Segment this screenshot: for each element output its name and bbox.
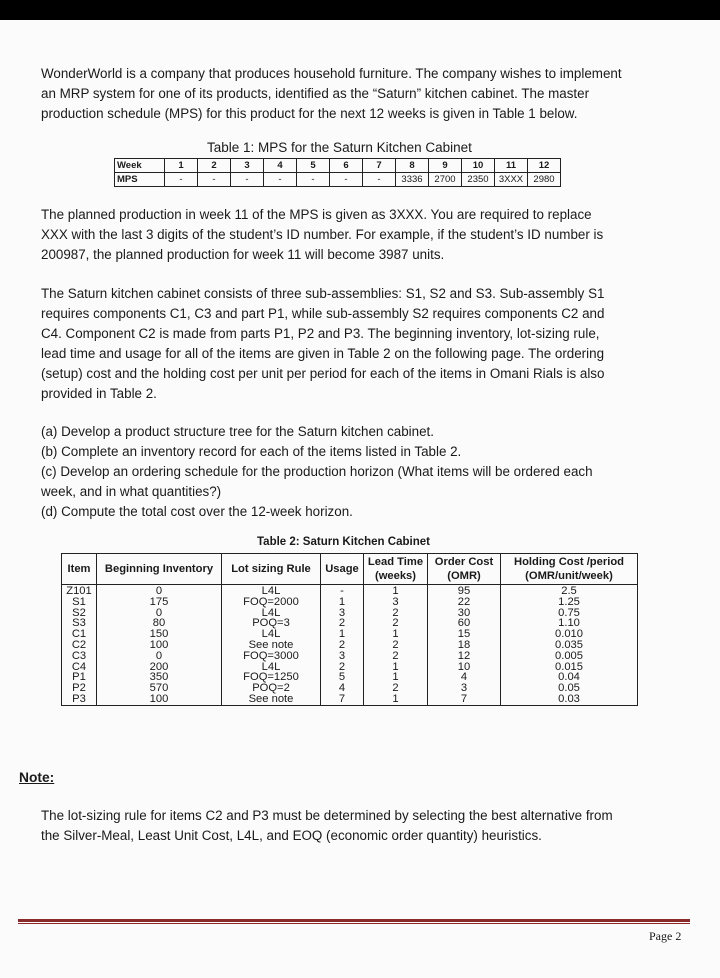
order-cost-cell: 7: [428, 694, 501, 705]
intro-line: WonderWorld is a company that produces household furniture. The company wishes to implement: [41, 66, 622, 81]
intro-line: an MRP system for one of its products, identified as the “Saturn” kitchen cabinet. The master: [41, 86, 590, 101]
paragraph-structure: [41, 284, 689, 404]
holding-cost-cell: 1.10: [501, 618, 638, 629]
usage-cell: 1: [321, 597, 364, 608]
header-holding-line2: (OMR/unit/week): [525, 570, 613, 582]
lot-rule-cell: POQ=2: [222, 683, 321, 694]
table-header-row: [62, 554, 638, 585]
question-d: (d) Compute the total cost over the 12-week horizon.: [41, 504, 353, 519]
table-row: [62, 672, 638, 683]
inventory-cell: 80: [97, 618, 222, 629]
inventory-cell: 100: [97, 640, 222, 651]
question-b: (b) Complete an inventory record for each of the items listed in Table 2.: [41, 444, 462, 459]
items-table-body: [62, 585, 638, 706]
paragraph-line: C4. Component C2 is made from parts P1, P2 and P3. The beginning inventory, lot-sizing rule,: [41, 326, 600, 341]
items-table: [61, 553, 638, 706]
holding-cost-cell: 0.015: [501, 662, 638, 673]
note-line: the Silver-Meal, Least Unit Cost, L4L, and EOQ (economic order quantity) heuristics.: [41, 828, 542, 843]
mps-cell: 3336: [396, 173, 429, 187]
week-cell: 4: [264, 159, 297, 173]
inventory-cell: 0: [97, 608, 222, 619]
mps-cell: 2350: [462, 173, 495, 187]
usage-cell: 7: [321, 694, 364, 705]
table-row: [62, 585, 638, 597]
inventory-cell: 570: [97, 683, 222, 694]
mps-cell: -: [264, 173, 297, 187]
lot-rule-cell: See note: [222, 694, 321, 705]
lot-rule-cell: L4L: [222, 608, 321, 619]
paragraph-line: requires components C1, C3 and part P1, while sub-assembly S2 requires components C2 and: [41, 306, 605, 321]
week-cell: 2: [198, 159, 231, 173]
mps-cell: 2700: [429, 173, 462, 187]
order-cost-cell: 15: [428, 629, 501, 640]
usage-cell: 2: [321, 662, 364, 673]
holding-cost-cell: 1.25: [501, 597, 638, 608]
week-cell: 3: [231, 159, 264, 173]
week-cell: 11: [495, 159, 528, 173]
order-cost-cell: 18: [428, 640, 501, 651]
item-cell: C3: [62, 651, 97, 662]
lot-rule-cell: POQ=3: [222, 618, 321, 629]
note-line: The lot-sizing rule for items C2 and P3 must be determined by selecting the best alternative from: [41, 808, 613, 823]
header-holding: [501, 554, 638, 585]
lead-time-cell: 2: [364, 618, 428, 629]
footer-rule-thin: [18, 923, 690, 924]
lead-time-cell: 1: [364, 629, 428, 640]
note-paragraph: [41, 806, 689, 846]
item-cell: P2: [62, 683, 97, 694]
table-row: [62, 651, 638, 662]
footer-rule: [18, 919, 690, 922]
mps-cell: -: [165, 173, 198, 187]
question-c-cont: week, and in what quantities?): [41, 484, 222, 499]
table-row: [62, 640, 638, 651]
inventory-cell: 175: [97, 597, 222, 608]
usage-cell: 2: [321, 640, 364, 651]
usage-cell: 2: [321, 618, 364, 629]
inventory-cell: 0: [97, 651, 222, 662]
week-cell: 9: [429, 159, 462, 173]
header-order: [428, 554, 501, 585]
inventory-cell: 150: [97, 629, 222, 640]
row-label-mps: MPS: [115, 173, 165, 187]
header-lead: [364, 554, 428, 585]
table-row: [115, 159, 561, 173]
lot-rule-cell: FOQ=3000: [222, 651, 321, 662]
paragraph-line: (setup) cost and the holding cost per unit per period for each of the items in Omani Rials is also: [41, 366, 605, 381]
order-cost-cell: 12: [428, 651, 501, 662]
week-cell: 7: [363, 159, 396, 173]
week-cell: 5: [297, 159, 330, 173]
inventory-cell: 100: [97, 694, 222, 705]
item-cell: C1: [62, 629, 97, 640]
row-label-week: Week: [115, 159, 165, 173]
mps-cell: -: [363, 173, 396, 187]
week-cell: 8: [396, 159, 429, 173]
paragraph-line: The planned production in week 11 of the MPS is given as 3XXX. You are required to replace: [41, 207, 592, 222]
mps-cell: -: [231, 173, 264, 187]
holding-cost-cell: 0.04: [501, 672, 638, 683]
item-cell: Z101: [62, 585, 97, 597]
week-cell: 1: [165, 159, 198, 173]
inventory-cell: 200: [97, 662, 222, 673]
lead-time-cell: 2: [364, 683, 428, 694]
questions-list: [41, 422, 689, 522]
order-cost-cell: 4: [428, 672, 501, 683]
inventory-cell: 0: [97, 585, 222, 597]
order-cost-cell: 60: [428, 618, 501, 629]
order-cost-cell: 22: [428, 597, 501, 608]
order-cost-cell: 95: [428, 585, 501, 597]
holding-cost-cell: 0.010: [501, 629, 638, 640]
top-black-bar: [0, 0, 720, 20]
mps-cell: 3XXX: [495, 173, 528, 187]
usage-cell: 5: [321, 672, 364, 683]
paragraph-line: provided in Table 2.: [41, 386, 157, 401]
lead-time-cell: 1: [364, 694, 428, 705]
week-cell: 6: [330, 159, 363, 173]
table2-caption: Table 2: Saturn Kitchen Cabinet: [257, 536, 430, 548]
item-cell: S2: [62, 608, 97, 619]
header-order-line1: Order Cost: [434, 556, 494, 568]
lead-time-cell: 2: [364, 640, 428, 651]
table-row: [62, 597, 638, 608]
usage-cell: 3: [321, 608, 364, 619]
order-cost-cell: 30: [428, 608, 501, 619]
lead-time-cell: 2: [364, 608, 428, 619]
intro-paragraph: [41, 64, 689, 124]
mps-cell: -: [330, 173, 363, 187]
header-holding-line1: Holding Cost /period: [513, 556, 624, 568]
mps-cell: 2980: [528, 173, 561, 187]
lead-time-cell: 1: [364, 662, 428, 673]
usage-cell: 3: [321, 651, 364, 662]
table-row: [62, 629, 638, 640]
week-cell: 10: [462, 159, 495, 173]
holding-cost-cell: 0.03: [501, 694, 638, 705]
question-a: (a) Develop a product structure tree for the Saturn kitchen cabinet.: [41, 424, 434, 439]
mps-cell: -: [198, 173, 231, 187]
order-cost-cell: 10: [428, 662, 501, 673]
holding-cost-cell: 0.035: [501, 640, 638, 651]
mps-table: [114, 158, 561, 187]
week-cell: 12: [528, 159, 561, 173]
mps-cell: -: [297, 173, 330, 187]
header-order-line2: (OMR): [447, 570, 481, 582]
order-cost-cell: 3: [428, 683, 501, 694]
question-c: (c) Develop an ordering schedule for the production horizon (What items will be ordered each: [41, 464, 593, 479]
note-label: Note:: [19, 770, 55, 785]
usage-cell: -: [321, 585, 364, 597]
holding-cost-cell: 2.5: [501, 585, 638, 597]
usage-cell: 1: [321, 629, 364, 640]
paragraph-line: lead time and usage for all of the items are given in Table 2 on the following page. The ordering: [41, 346, 605, 361]
item-cell: S3: [62, 618, 97, 629]
page-number: Page 2: [649, 929, 682, 943]
lead-time-cell: 1: [364, 672, 428, 683]
holding-cost-cell: 0.75: [501, 608, 638, 619]
table-row: [62, 694, 638, 705]
header-lot: Lot sizing Rule: [222, 554, 321, 585]
lot-rule-cell: See note: [222, 640, 321, 651]
table-row: [62, 683, 638, 694]
item-cell: C4: [62, 662, 97, 673]
paragraph-line: 200987, the planned production for week 11 will become 3987 units.: [41, 247, 445, 262]
lead-time-cell: 3: [364, 597, 428, 608]
holding-cost-cell: 0.05: [501, 683, 638, 694]
table-row: [62, 608, 638, 619]
paragraph-week11: [41, 205, 689, 265]
header-item: Item: [62, 554, 97, 585]
item-cell: P1: [62, 672, 97, 683]
lot-rule-cell: L4L: [222, 585, 321, 597]
intro-line: production schedule (MPS) for this product for the next 12 weeks is given in Table 1 below.: [41, 106, 578, 121]
header-lead-line2: (weeks): [374, 570, 417, 582]
lead-time-cell: 1: [364, 585, 428, 597]
header-inventory: Beginning Inventory: [97, 554, 222, 585]
item-cell: C2: [62, 640, 97, 651]
holding-cost-cell: 0.005: [501, 651, 638, 662]
inventory-cell: 350: [97, 672, 222, 683]
item-cell: S1: [62, 597, 97, 608]
lot-rule-cell: FOQ=1250: [222, 672, 321, 683]
table-row: [115, 173, 561, 187]
header-usage: Usage: [321, 554, 364, 585]
lot-rule-cell: FOQ=2000: [222, 597, 321, 608]
table1-caption: Table 1: MPS for the Saturn Kitchen Cabinet: [207, 140, 472, 155]
table-row: [62, 618, 638, 629]
table-row: [62, 662, 638, 673]
lead-time-cell: 2: [364, 651, 428, 662]
paragraph-line: XXX with the last 3 digits of the student’s ID number. For example, if the student’s ID number is: [41, 227, 604, 242]
lot-rule-cell: L4L: [222, 662, 321, 673]
usage-cell: 4: [321, 683, 364, 694]
lot-rule-cell: L4L: [222, 629, 321, 640]
paragraph-line: The Saturn kitchen cabinet consists of three sub-assemblies: S1, S2 and S3. Sub-assembly S1: [41, 286, 605, 301]
item-cell: P3: [62, 694, 97, 705]
header-lead-line1: Lead Time: [367, 556, 424, 568]
